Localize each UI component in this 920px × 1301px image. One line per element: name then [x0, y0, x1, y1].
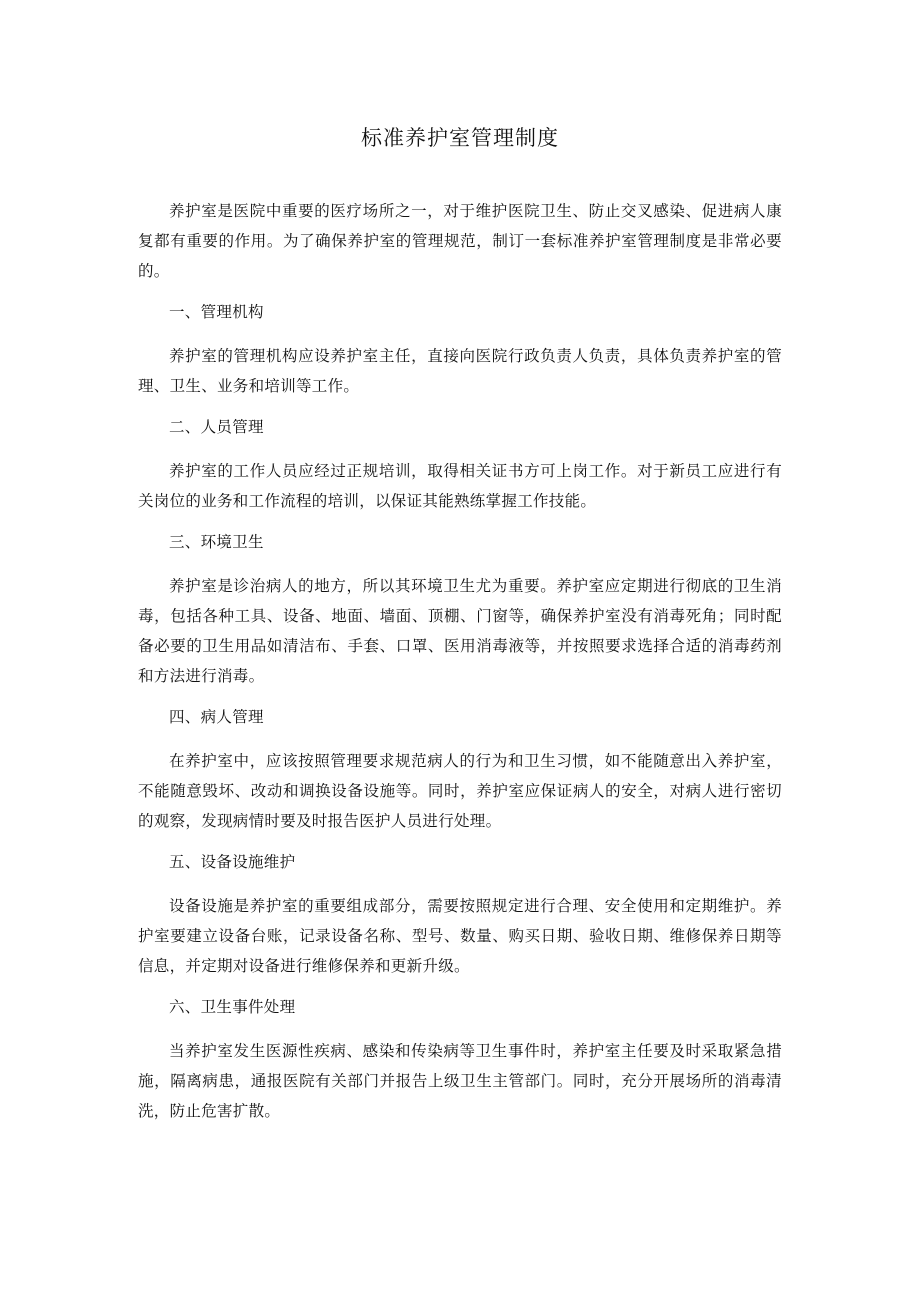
- section-text-management-org: 养护室的管理机构应设养护室主任，直接向医院行政负责人负责，具体负责养护室的管理、卫生、业务和培训等工作。: [138, 347, 782, 395]
- intro-paragraph: 养护室是医院中重要的医疗场所之一，对于维护医院卫生、防止交叉感染、促进病人康复都有重要的作用。为了确保养护室的管理规范，制订一套标准养护室管理制度是非常必要的。: [138, 202, 782, 280]
- section-heading-management-org: 一、管理机构: [169, 303, 264, 321]
- section-text-personnel: 养护室的工作人员应经过正规培训，取得相关证书方可上岗工作。对于新员工应进行有关岗位的业务和工作流程的培训，以保证其能熟练掌握工作技能。: [138, 462, 782, 510]
- section-heading-personnel: 二、人员管理: [169, 418, 264, 436]
- document-body: [138, 196, 782, 1137]
- section-heading-incident: 六、卫生事件处理: [169, 998, 296, 1016]
- section-text-patient: 在养护室中，应该按照管理要求规范病人的行为和卫生习惯，如不能随意出入养护室，不能随意毁坏、改动和调换设备设施等。同时，养护室应保证病人的安全，对病人进行密切的观察，发现病情时要及时报告医护人员进行处理。: [138, 752, 782, 830]
- document-title: 标准养护室管理制度: [361, 126, 559, 150]
- section-heading-equipment: 五、设备设施维护: [169, 853, 296, 871]
- section-text-incident: 当养护室发生医源性疾病、感染和传染病等卫生事件时，养护室主任要及时采取紧急措施，隔离病患，通报医院有关部门并报告上级卫生主管部门。同时，充分开展场所的消毒清洗，防止危害扩散。: [138, 1042, 782, 1120]
- section-heading-patient: 四、病人管理: [169, 708, 264, 726]
- section-text-equipment: 设备设施是养护室的重要组成部分，需要按照规定进行合理、安全使用和定期维护。养护室要建立设备台账，记录设备名称、型号、数量、购买日期、验收日期、维修保养日期等信息，并定期对设备进行维修保养和更新升级。: [138, 897, 782, 975]
- section-text-environment: 养护室是诊治病人的地方，所以其环境卫生尤为重要。养护室应定期进行彻底的卫生消毒，包括各种工具、设备、地面、墙面、顶棚、门窗等，确保养护室没有消毒死角；同时配备必要的卫生用品如清洁布、手套、口罩、医用消毒液等，并按照要求选择合适的消毒药剂和方法进行消毒。: [138, 577, 782, 685]
- section-heading-environment: 三、环境卫生: [169, 533, 264, 551]
